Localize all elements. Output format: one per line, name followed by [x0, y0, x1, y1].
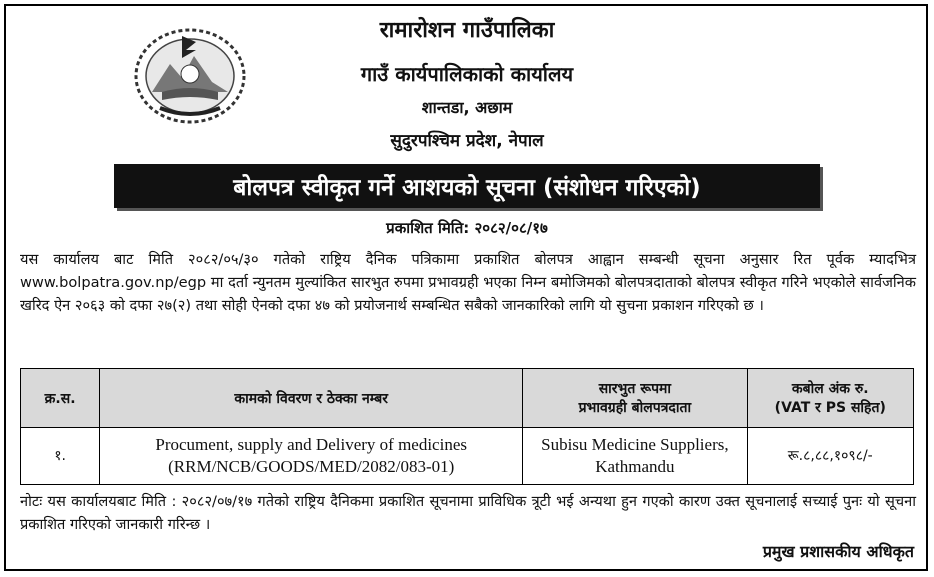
row-bidder-line2: Kathmandu — [595, 457, 675, 476]
row-amount: रू.८,८८,१०९८/- — [747, 428, 913, 485]
tender-table — [20, 368, 914, 485]
row-description — [100, 428, 523, 485]
header-bidder-line1: सारभुत रूपमा — [598, 381, 672, 397]
signature-title: प्रमुख प्रशासकीय अधिकृत — [762, 542, 914, 561]
province-name: सुदुरपश्चिम प्रदेश, नेपाल — [390, 131, 544, 151]
municipality-name: रामारोशन गाउँपालिका — [379, 18, 555, 43]
published-date: प्रकाशित मिति: २०८२/०८/१७ — [386, 219, 548, 237]
office-name: गाउँ कार्यपालिकाको कार्यालय — [360, 62, 574, 86]
header-bidder — [523, 369, 747, 428]
office-location: शान्तडा, अछाम — [421, 98, 513, 117]
row-bidder-line1: Subisu Medicine Suppliers, — [541, 435, 729, 454]
row-contract-number: (RRM/NCB/GOODS/MED/2082/083-01) — [168, 457, 455, 476]
header-description: कामको विवरण र ठेक्का नम्बर — [100, 369, 523, 428]
notice-paragraph: यस कार्यालय बाट मिति २०८२/०५/३० गतेको राष्ट्रिय दैनिक पत्रिकामा प्रकाशित बोलपत्र आह्वान सम्बन्धी सूचना अनुसार रित पूर्वक म्यादभित्र www.bolpatra.gov.np/egp मा दर्ता न्युनतम मुल्यांकित सारभुत रुपमा प्रभावग्रही भएका निम्न बमोजिमको बोलपत्रदाताको बोलपत्र स्वीकृत गरिने भएकोले सार्वजनिक खरिद ऐन २०६३ को दफा २७(२) तथा सोही ऐनको दफा ४७ को प्रयोजनार्थ सम्बन्धित सबैको जानकारिको लागि यो सुचना प्रकाशन गरिएको छ । — [20, 251, 916, 314]
table-row — [21, 428, 914, 485]
row-description-line1: Procument, supply and Delivery of medicines — [155, 435, 467, 454]
row-bidder — [523, 428, 747, 485]
notice-title: बोलपत्र स्वीकृत गर्ने आशयको सूचना (संशोधन गरिएको) — [114, 164, 820, 208]
header-bidder-line2: प्रभावग्रही बोलपत्रदाता — [578, 400, 692, 416]
header-amount-line1: कबोल अंक रु. — [791, 381, 869, 397]
row-sn: १. — [21, 428, 100, 485]
header-amount — [747, 369, 913, 428]
note-paragraph: नोटः यस कार्यालयबाट मिति : २०८२/०७/१७ गतेको राष्ट्रिय दैनिकमा प्रकाशित सूचनामा प्राविधिक त्रूटी भई अन्यथा हुन गएको कारण उक्त सूचनालाई सच्याई पुनः यो सूचना प्रकाशित गरिएको जानकारी गरिन्छ । — [20, 493, 916, 533]
header-sn: क्र.स. — [21, 369, 100, 428]
header-amount-line2: (VAT र PS सहित) — [774, 400, 886, 416]
table-header-row — [21, 369, 914, 428]
